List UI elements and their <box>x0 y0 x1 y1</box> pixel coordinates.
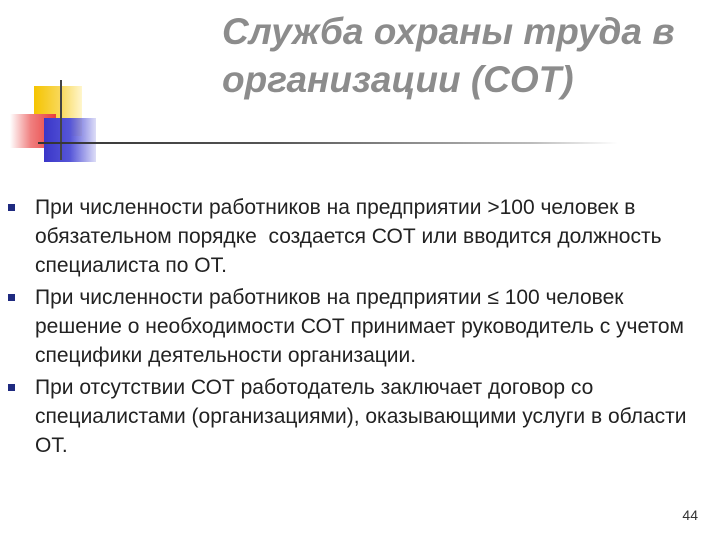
square-bullet-icon <box>8 384 15 391</box>
bullet-item <box>8 283 713 370</box>
decorative-blue-square <box>44 118 96 162</box>
page-number: 44 <box>682 507 698 523</box>
square-bullet-icon <box>8 204 15 211</box>
bullet-text: При численности работников на предприятии ≤ 100 человек решение о необходимости СОТ принимает руководитель с учетом специфики деятельности организации. <box>35 286 690 367</box>
bullet-text: При отсутствии СОТ работодатель заключает договор со специалистами (организациями), оказывающими услуги в области ОТ. <box>35 376 693 457</box>
title-divider-line <box>38 142 618 144</box>
bullet-text: При численности работников на предприятии >100 человек в обязательном порядке создается СОТ или вводится должность специалиста по ОТ. <box>35 196 668 277</box>
slide-title: Служба охраны труда в организации (СОТ) <box>222 11 675 100</box>
decorative-vertical-line <box>60 80 62 160</box>
square-bullet-icon <box>8 294 15 301</box>
bullet-item <box>8 373 713 460</box>
bullet-list <box>8 193 713 463</box>
bullet-item <box>8 193 713 280</box>
